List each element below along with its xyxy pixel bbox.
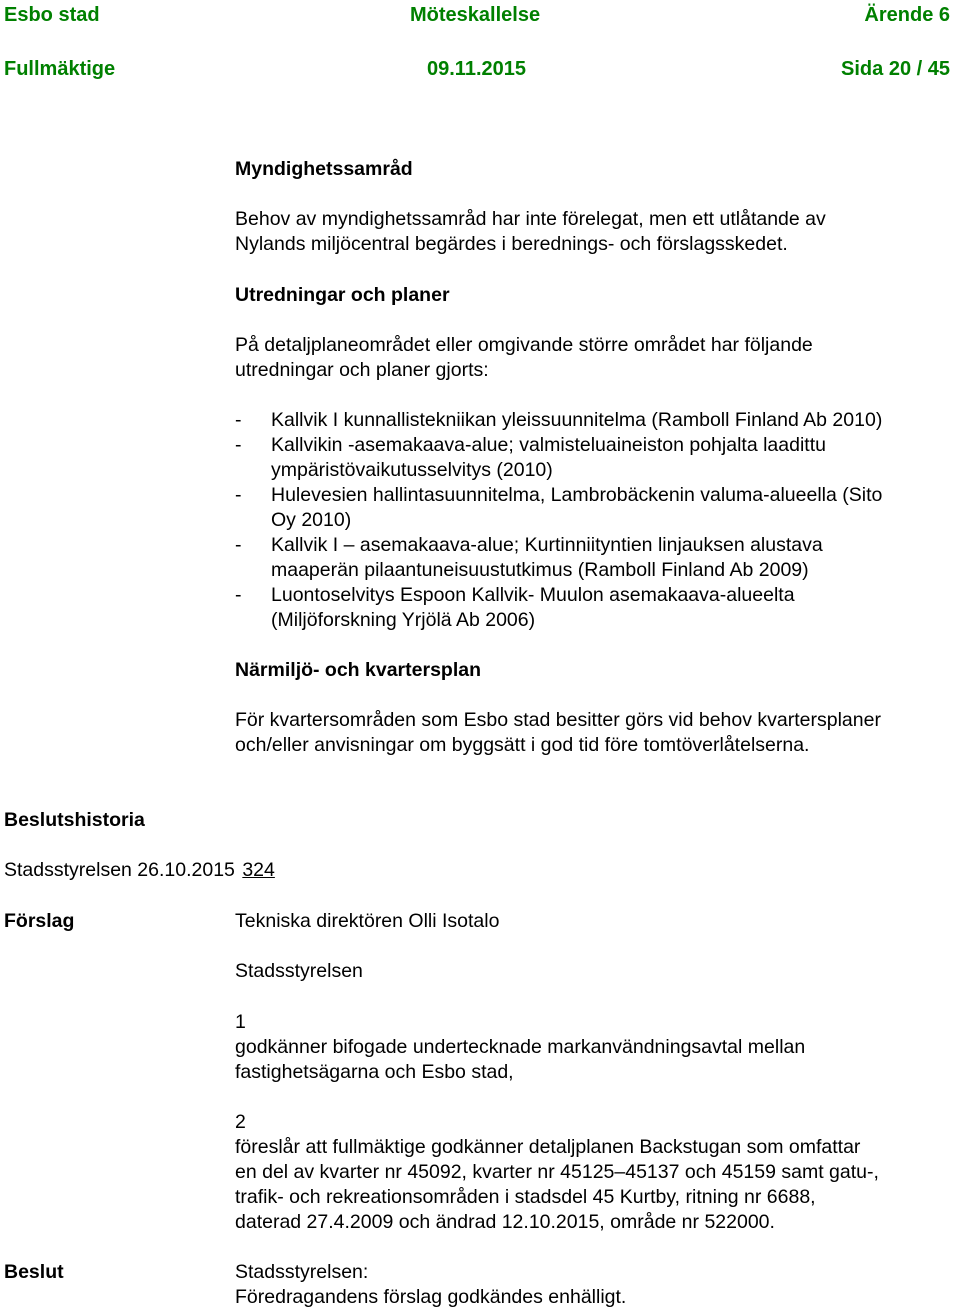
header-body: Fullmäktige xyxy=(4,58,116,80)
header-org: Esbo stad xyxy=(4,4,100,26)
meeting-name: Stadsstyrelsen 26.10.2015 xyxy=(4,859,235,881)
paragraph-line: Behov av myndighetssamråd har inte förelegat, men ett utlåtande av xyxy=(235,208,826,230)
meeting-number: 324 xyxy=(242,859,275,881)
point-line: daterad 27.4.2009 och ändrad 12.10.2015, område nr 522000. xyxy=(235,1211,775,1233)
list-item-line: ympäristövaikutusselvitys (2010) xyxy=(271,459,553,481)
meeting-line xyxy=(4,858,275,883)
point-number: 2 xyxy=(235,1111,246,1133)
paragraph-line: och/eller anvisningar om byggsätt i god tid före tomtöverlåtelserna. xyxy=(235,734,810,756)
header-page: Sida 20 / 45 xyxy=(841,58,950,80)
beslut-label: Beslut xyxy=(4,1261,64,1283)
bullet-dash: - xyxy=(235,434,242,456)
header-doc-type: Möteskallelse xyxy=(410,4,541,26)
point-number: 1 xyxy=(235,1011,246,1033)
list-item-line: Kallvikin -asemakaava-alue; valmisteluaineiston pohjalta laadittu xyxy=(271,434,826,456)
section-heading-utredningar: Utredningar och planer xyxy=(235,284,450,306)
header-date: 09.11.2015 xyxy=(427,58,526,80)
list-item-line: Luontoselvitys Espoon Kallvik- Muulon asemakaava-alueelta xyxy=(271,584,795,606)
bullet-dash: - xyxy=(235,584,242,606)
decision-body: Stadsstyrelsen xyxy=(235,960,363,982)
list-item-line: Hulevesien hallintasuunnitelma, Lambrobäckenin valuma-alueella (Sito xyxy=(271,484,883,506)
presenter: Tekniska direktören Olli Isotalo xyxy=(235,910,500,932)
section-heading-narmiljo: Närmiljö- och kvartersplan xyxy=(235,659,481,681)
paragraph-line: På detaljplaneområdet eller omgivande större området har följande xyxy=(235,334,813,356)
paragraph-line: utredningar och planer gjorts: xyxy=(235,359,489,381)
bullet-dash: - xyxy=(235,409,242,431)
forslag-label: Förslag xyxy=(4,910,75,932)
point-line: en del av kvarter nr 45092, kvarter nr 45125–45137 och 45159 samt gatu-, xyxy=(235,1161,879,1183)
point-line: godkänner bifogade undertecknade markanvändningsavtal mellan xyxy=(235,1036,806,1058)
bullet-dash: - xyxy=(235,534,242,556)
list-item-line: Kallvik I – asemakaava-alue; Kurtinniityntien linjauksen alustava xyxy=(271,534,823,556)
beslut-line: Stadsstyrelsen: xyxy=(235,1261,369,1283)
section-heading-beslutshistoria: Beslutshistoria xyxy=(4,809,145,831)
section-heading-myndighetssamrad: Myndighetssamråd xyxy=(235,158,413,180)
list-item-line: Oy 2010) xyxy=(271,509,352,531)
list-item-line: (Miljöforskning Yrjölä Ab 2006) xyxy=(271,609,536,631)
list-item-line: maaperän pilaantuneisuustutkimus (Ramboll Finland Ab 2009) xyxy=(271,559,809,581)
beslut-line: Föredragandens förslag godkändes enhälligt. xyxy=(235,1286,627,1308)
bullet-dash: - xyxy=(235,484,242,506)
paragraph-line: Nylands miljöcentral begärdes i berednings- och förslagsskedet. xyxy=(235,233,788,255)
point-line: föreslår att fullmäktige godkänner detaljplanen Backstugan som omfattar xyxy=(235,1136,861,1158)
list-item-line: Kallvik I kunnallistekniikan yleissuunnitelma (Ramboll Finland Ab 2010) xyxy=(271,409,883,431)
header-case: Ärende 6 xyxy=(864,4,950,26)
point-line: fastighetsägarna och Esbo stad, xyxy=(235,1061,514,1083)
paragraph-line: För kvartersområden som Esbo stad besitter görs vid behov kvartersplaner xyxy=(235,709,881,731)
point-line: trafik- och rekreationsområden i stadsdel 45 Kurtby, ritning nr 6688, xyxy=(235,1186,816,1208)
